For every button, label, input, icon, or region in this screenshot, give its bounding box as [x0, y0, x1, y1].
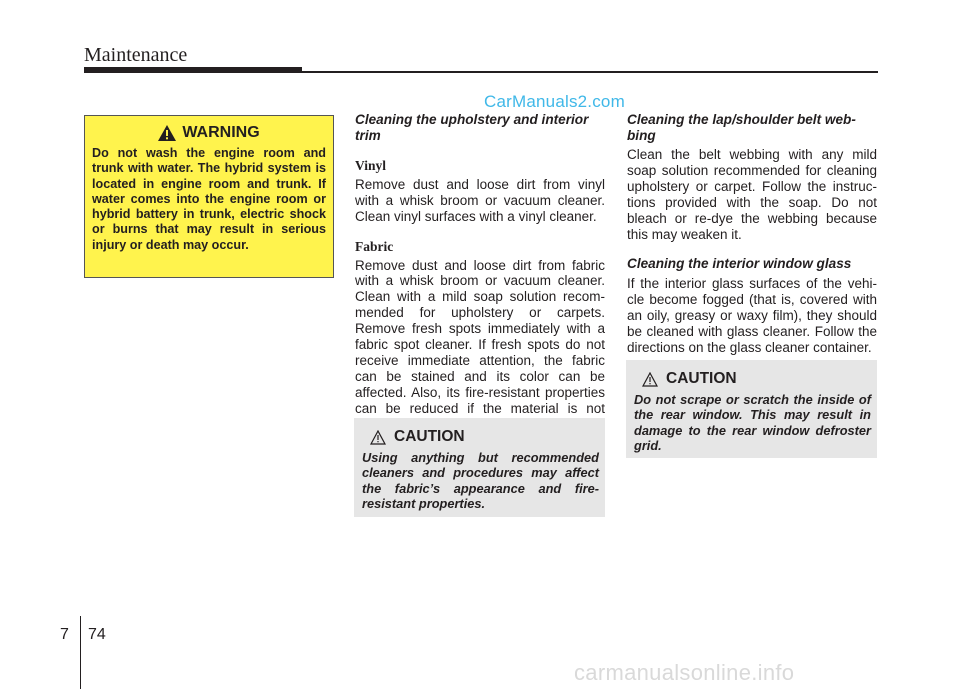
upholstery-heading: Cleaning the upholstery and interior trim — [355, 112, 589, 143]
belt-text: Clean the belt webbing with any mild soap solution recommended for cleaning upholstery or carpet. Follow the instruc-tions provided with the soap. Do not bleach or re-dye the webbing because this may weaken it. — [627, 147, 877, 242]
caution-text: Using anything but recommended cleaners and procedures may affect the fabric’s appearance and fire-resistant properties. — [362, 450, 599, 511]
caution-title: CAUTION — [394, 428, 465, 445]
glass-text: If the interior glass surfaces of the vehi-cle become fogged (that is, covered with an oily, greasy or waxy film), they should be cleaned with glass cleaner. Follow the directions on the glass cleaner container. — [627, 275, 877, 355]
page-number: 74 — [88, 626, 106, 643]
page-header-title: Maintenance — [84, 44, 188, 66]
page-number-divider — [80, 616, 81, 689]
watermark-top: CarManuals2.com — [484, 92, 625, 111]
caution-box-fabric — [354, 418, 605, 517]
warning-title: WARNING — [182, 124, 260, 141]
upholstery-section — [355, 112, 605, 433]
warning-triangle-icon — [158, 125, 176, 141]
caution-header — [642, 370, 871, 388]
chapter-number: 7 — [60, 626, 69, 643]
caution-title: CAUTION — [666, 370, 737, 387]
caution-text: Do not scrape or scratch the inside of the rear window. This may result in damage to the rear window defroster grid. — [634, 392, 871, 453]
caution-triangle-icon — [642, 372, 658, 387]
header-rule-thin — [302, 71, 878, 73]
warning-header — [92, 124, 326, 142]
belt-heading: Cleaning the lap/shoulder belt web-bing — [627, 112, 856, 143]
fabric-subheading: Fabric — [355, 238, 394, 254]
glass-heading: Cleaning the interior window glass — [627, 256, 852, 272]
vinyl-text: Remove dust and loose dirt from vinyl with a whisk broom or vacuum cleaner. Clean vinyl surfaces with a vinyl cleaner. — [355, 176, 605, 224]
header-rule-thick — [84, 67, 302, 73]
warning-box — [84, 115, 334, 278]
watermark-bottom: carmanualsonline.info — [574, 660, 795, 685]
caution-triangle-icon — [370, 430, 386, 445]
caution-box-glass — [626, 360, 877, 458]
caution-header — [370, 428, 599, 446]
belt-glass-section — [627, 112, 877, 355]
warning-text: Do not wash the engine room and trunk with water. The hybrid system is located in engine room and trunk. If water comes into the engine room or hybrid battery in trunk, electric shock or burns that may result in serious injury or death may occur. — [92, 146, 326, 252]
vinyl-subheading: Vinyl — [355, 158, 387, 173]
fabric-text: Remove dust and loose dirt from fabric with a whisk broom or vacuum cleaner. Clean with a mild soap solution recom-mended for upholstery or carpets. Remove fresh spots immediately with a fabric spot cleaner. If fresh spots do not receive immediate attention, the fabric can be stained and its color can be affected. Also, its fire-resistant properties can be reduced if the material is not — [355, 257, 605, 416]
